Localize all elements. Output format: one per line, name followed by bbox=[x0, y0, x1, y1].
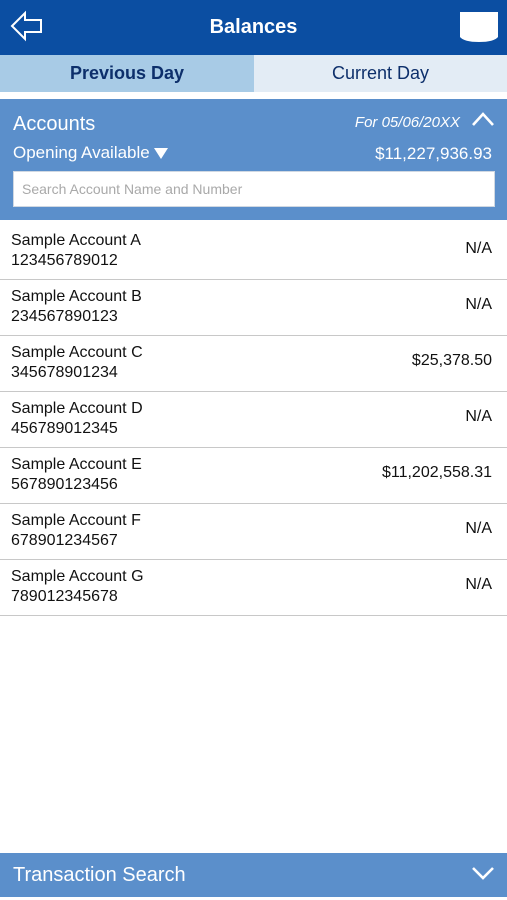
account-amount: $11,202,558.31 bbox=[381, 464, 492, 481]
chevron-up-icon[interactable] bbox=[471, 111, 495, 127]
page-title: Balances bbox=[209, 16, 298, 38]
account-row-d[interactable] bbox=[0, 392, 507, 448]
chevron-down-icon[interactable] bbox=[471, 865, 495, 881]
transaction-search-bar[interactable] bbox=[0, 853, 507, 897]
account-number: 789012345678 bbox=[11, 588, 118, 605]
account-amount: N/A bbox=[465, 576, 492, 593]
account-search-input[interactable] bbox=[13, 171, 495, 207]
tab-previous-day[interactable]: Previous Day bbox=[0, 55, 254, 92]
balance-type-dropdown[interactable] bbox=[13, 143, 168, 163]
account-amount: N/A bbox=[465, 520, 492, 537]
account-number: 567890123456 bbox=[11, 476, 118, 493]
account-name: Sample Account E bbox=[11, 456, 142, 473]
account-row-e[interactable] bbox=[0, 448, 507, 504]
balance-type-label: Opening Available bbox=[13, 143, 150, 162]
top-header bbox=[0, 0, 507, 55]
day-tabs bbox=[0, 55, 507, 92]
accounts-panel bbox=[0, 99, 507, 220]
account-name: Sample Account G bbox=[11, 568, 144, 585]
account-row-a[interactable] bbox=[0, 224, 507, 280]
account-amount: $25,378.50 bbox=[411, 352, 492, 369]
tab-current-day[interactable]: Current Day bbox=[254, 55, 507, 92]
account-name: Sample Account C bbox=[11, 344, 143, 361]
account-number: 345678901234 bbox=[11, 364, 118, 381]
account-name: Sample Account F bbox=[11, 512, 141, 529]
account-name: Sample Account B bbox=[11, 288, 142, 305]
transaction-search-label: Transaction Search bbox=[13, 864, 186, 886]
account-amount: N/A bbox=[465, 240, 492, 257]
account-row-c[interactable] bbox=[0, 336, 507, 392]
account-amount: N/A bbox=[465, 408, 492, 425]
account-amount: N/A bbox=[465, 296, 492, 313]
account-name: Sample Account D bbox=[11, 400, 143, 417]
caret-down-icon bbox=[154, 148, 168, 159]
account-number: 123456789012 bbox=[11, 252, 118, 269]
account-number: 678901234567 bbox=[11, 532, 118, 549]
account-row-b[interactable] bbox=[0, 280, 507, 336]
menu-box-icon[interactable] bbox=[459, 11, 499, 43]
total-balance: $11,227,936.93 bbox=[375, 144, 492, 163]
account-row-g[interactable] bbox=[0, 560, 507, 616]
account-row-f[interactable] bbox=[0, 504, 507, 560]
account-number: 234567890123 bbox=[11, 308, 118, 325]
account-name: Sample Account A bbox=[11, 232, 141, 249]
accounts-title: Accounts bbox=[13, 113, 96, 135]
account-number: 456789012345 bbox=[11, 420, 118, 437]
account-list bbox=[0, 224, 507, 616]
date-label: For 05/06/20XX bbox=[354, 114, 460, 131]
